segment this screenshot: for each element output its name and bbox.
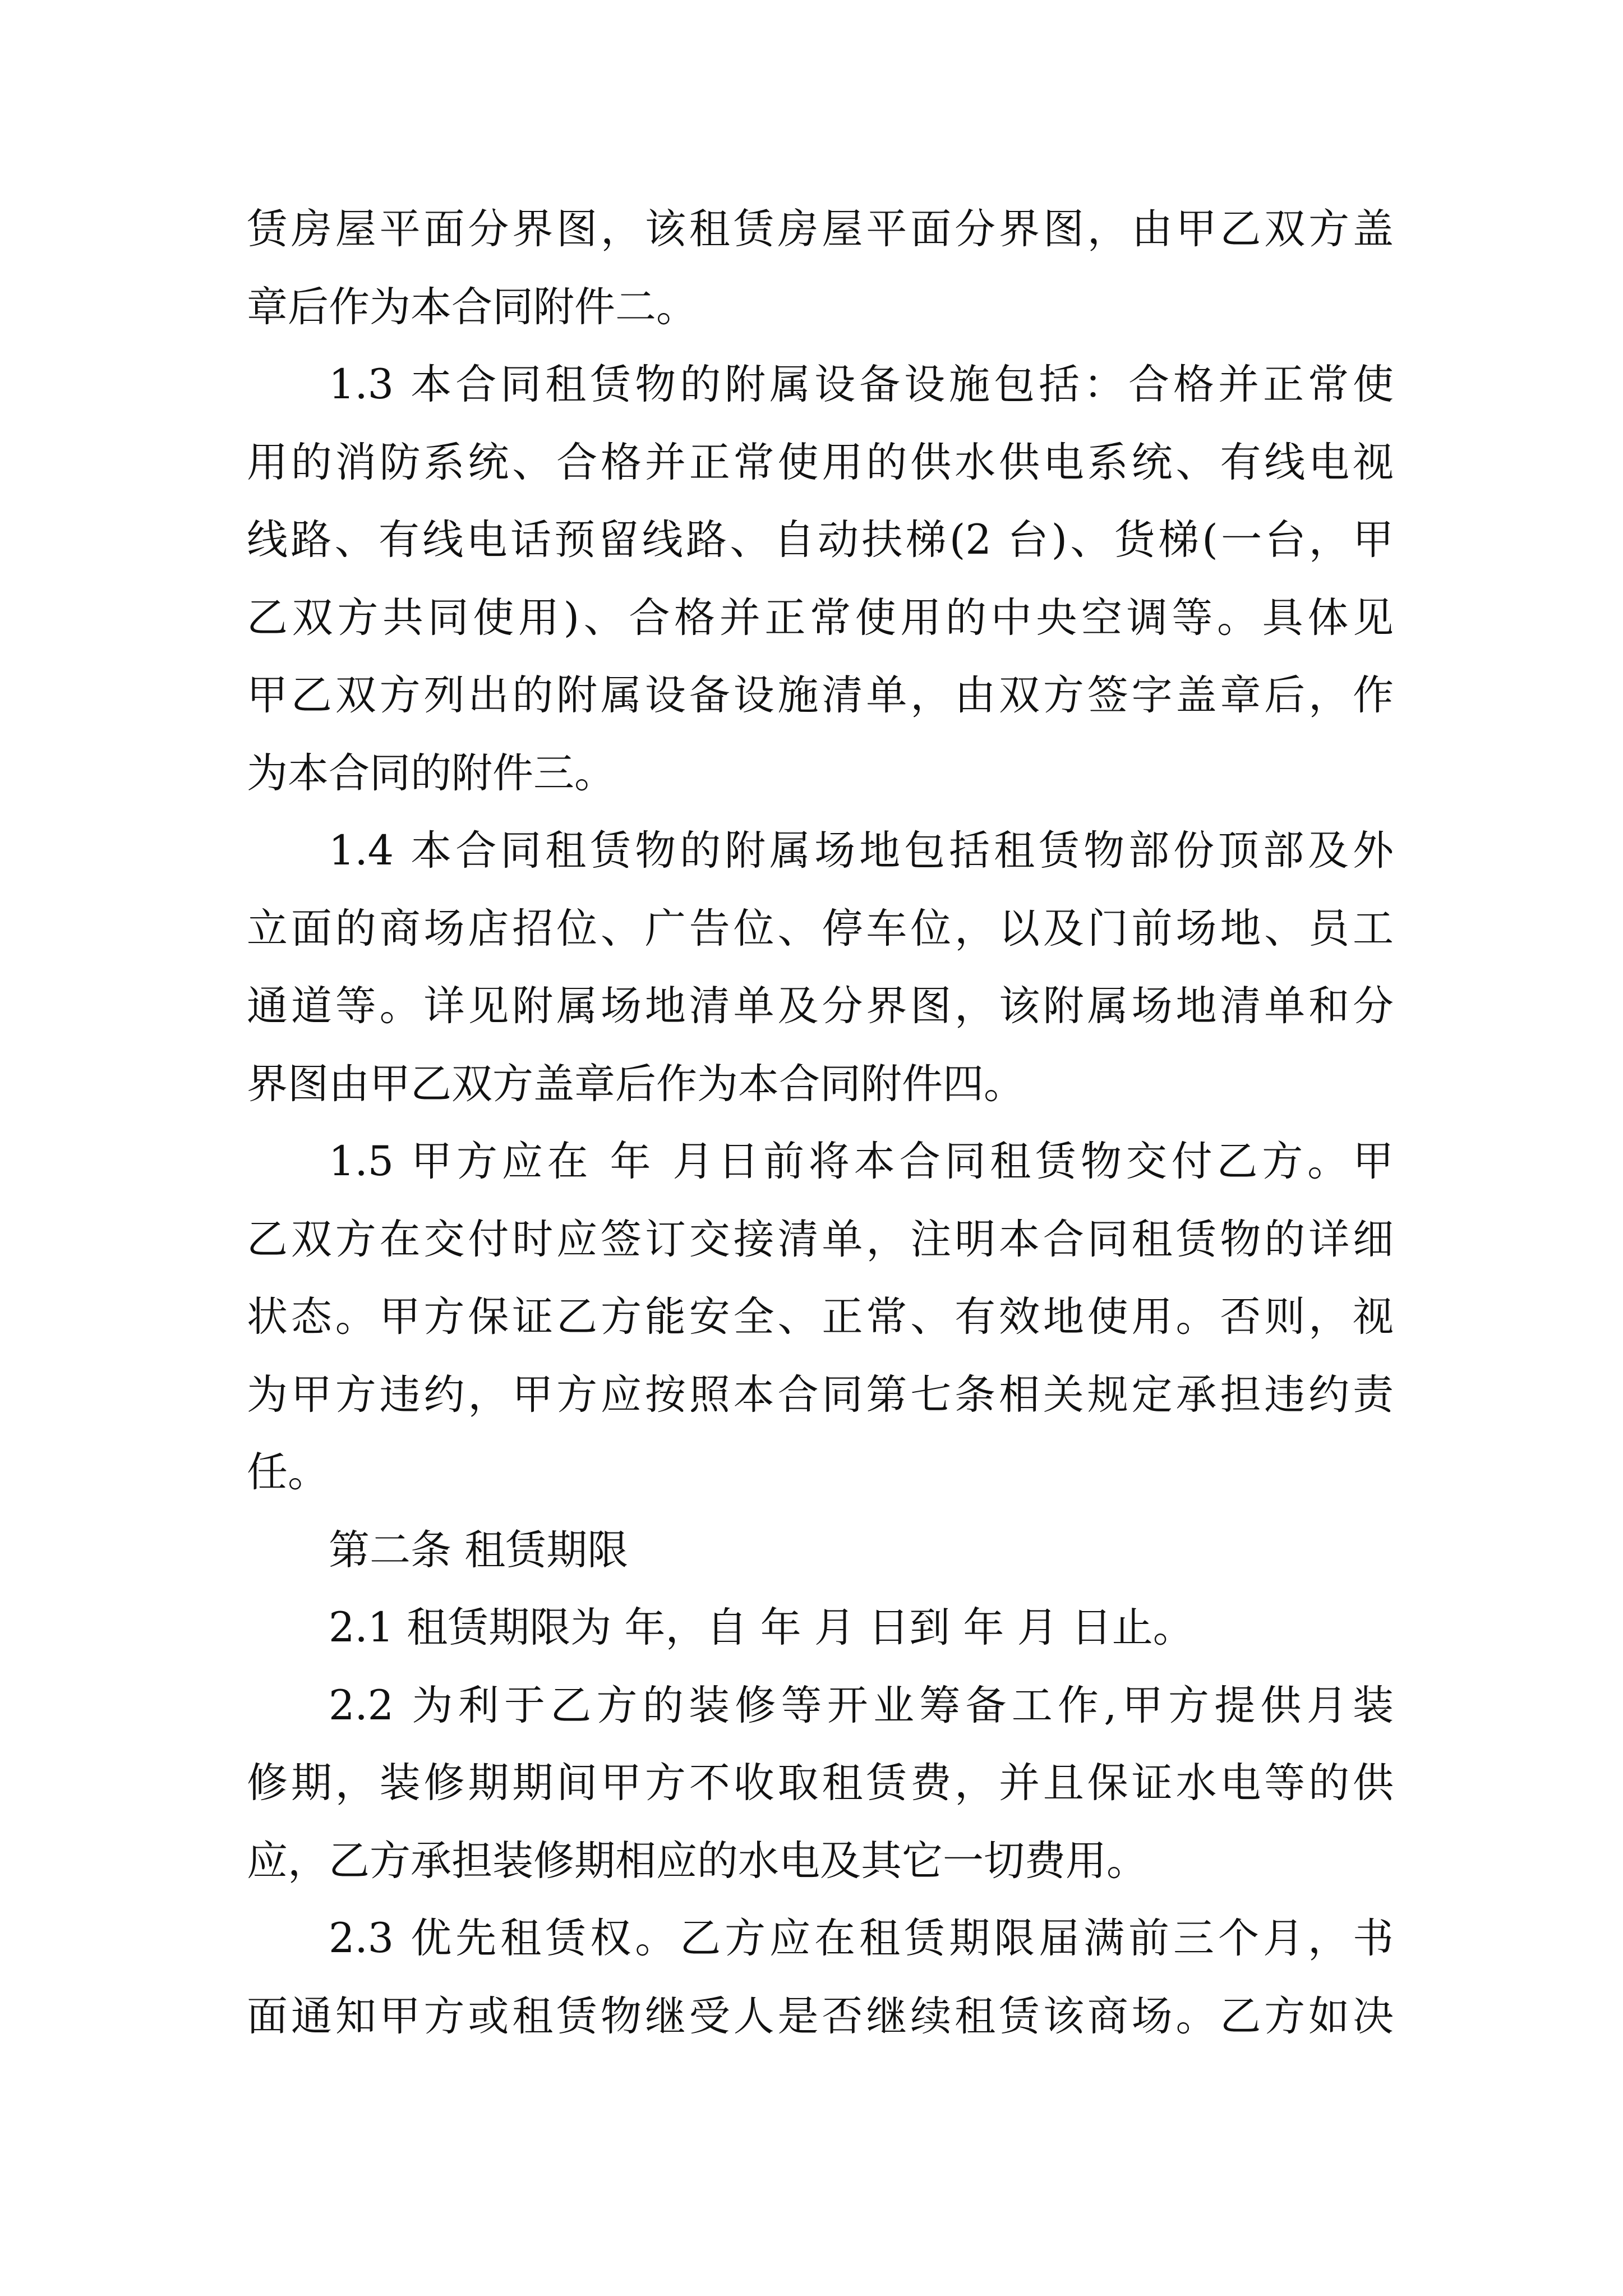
text-line: 赁房屋平面分界图，该租赁房屋平面分界图，由甲乙双方盖 bbox=[247, 205, 1394, 253]
text-line: 为甲方违约，甲方应按照本合同第七条相关规定承担违约责 bbox=[247, 1370, 1394, 1419]
clause-1-5-line: 1.5 甲方应在 年 月日前将本合同租赁物交付乙方。甲 bbox=[329, 1138, 1394, 1185]
text-line: 应，乙方承担装修期相应的水电及其它一切费用。 bbox=[247, 1837, 1147, 1885]
text-line: 甲乙双方列出的附属设备设施清单，由双方签字盖章后，作 bbox=[247, 671, 1394, 719]
text-line: 乙双方共同使用)、合格并正常使用的中央空调等。具体见 bbox=[247, 593, 1394, 642]
text-line: 状态。甲方保证乙方能安全、正常、有效地使用。否则，视 bbox=[247, 1293, 1394, 1341]
clause-2-1-line: 2.1 租赁期限为 年，自 年 月 日到 年 月 日止。 bbox=[329, 1604, 1194, 1651]
text-line: 界图由甲乙双方盖章后作为本合同附件四。 bbox=[247, 1060, 1025, 1108]
text-line: 为本合同的附件三。 bbox=[247, 749, 615, 797]
document-page bbox=[247, 191, 1394, 2055]
text-line: 用的消防系统、合格并正常使用的供水供电系统、有线电视 bbox=[247, 438, 1394, 486]
text-line: 线路、有线电话预留线路、自动扶梯(2 台)、货梯(一台，甲 bbox=[247, 516, 1394, 564]
text-line: 任。 bbox=[247, 1448, 329, 1496]
text-line: 面通知甲方或租赁物继受人是否继续租赁该商场。乙方如决 bbox=[247, 1992, 1394, 2040]
clause-2-2-line: 2.2 为利于乙方的装修等开业筹备工作,甲方提供月装 bbox=[329, 1681, 1394, 1729]
text-line: 立面的商场店招位、广告位、停车位，以及门前场地、员工 bbox=[247, 904, 1394, 953]
article-2-heading: 第二条 租赁期限 bbox=[329, 1526, 629, 1574]
text-line: 乙双方在交付时应签订交接清单，注明本合同租赁物的详细 bbox=[247, 1215, 1394, 1263]
clause-2-3-line: 2.3 优先租赁权。乙方应在租赁期限届满前三个月，书 bbox=[329, 1915, 1394, 1962]
clause-1-4-line: 1.4 本合同租赁物的附属场地包括租赁物部份顶部及外 bbox=[329, 827, 1394, 875]
text-line: 修期，装修期期间甲方不收取租赁费，并且保证水电等的供 bbox=[247, 1759, 1394, 1807]
text-line: 章后作为本合同附件二。 bbox=[247, 283, 697, 331]
clause-1-3-line: 1.3 本合同租赁物的附属设备设施包括：合格并正常使 bbox=[329, 361, 1394, 408]
text-line: 通道等。详见附属场地清单及分界图，该附属场地清单和分 bbox=[247, 982, 1394, 1030]
